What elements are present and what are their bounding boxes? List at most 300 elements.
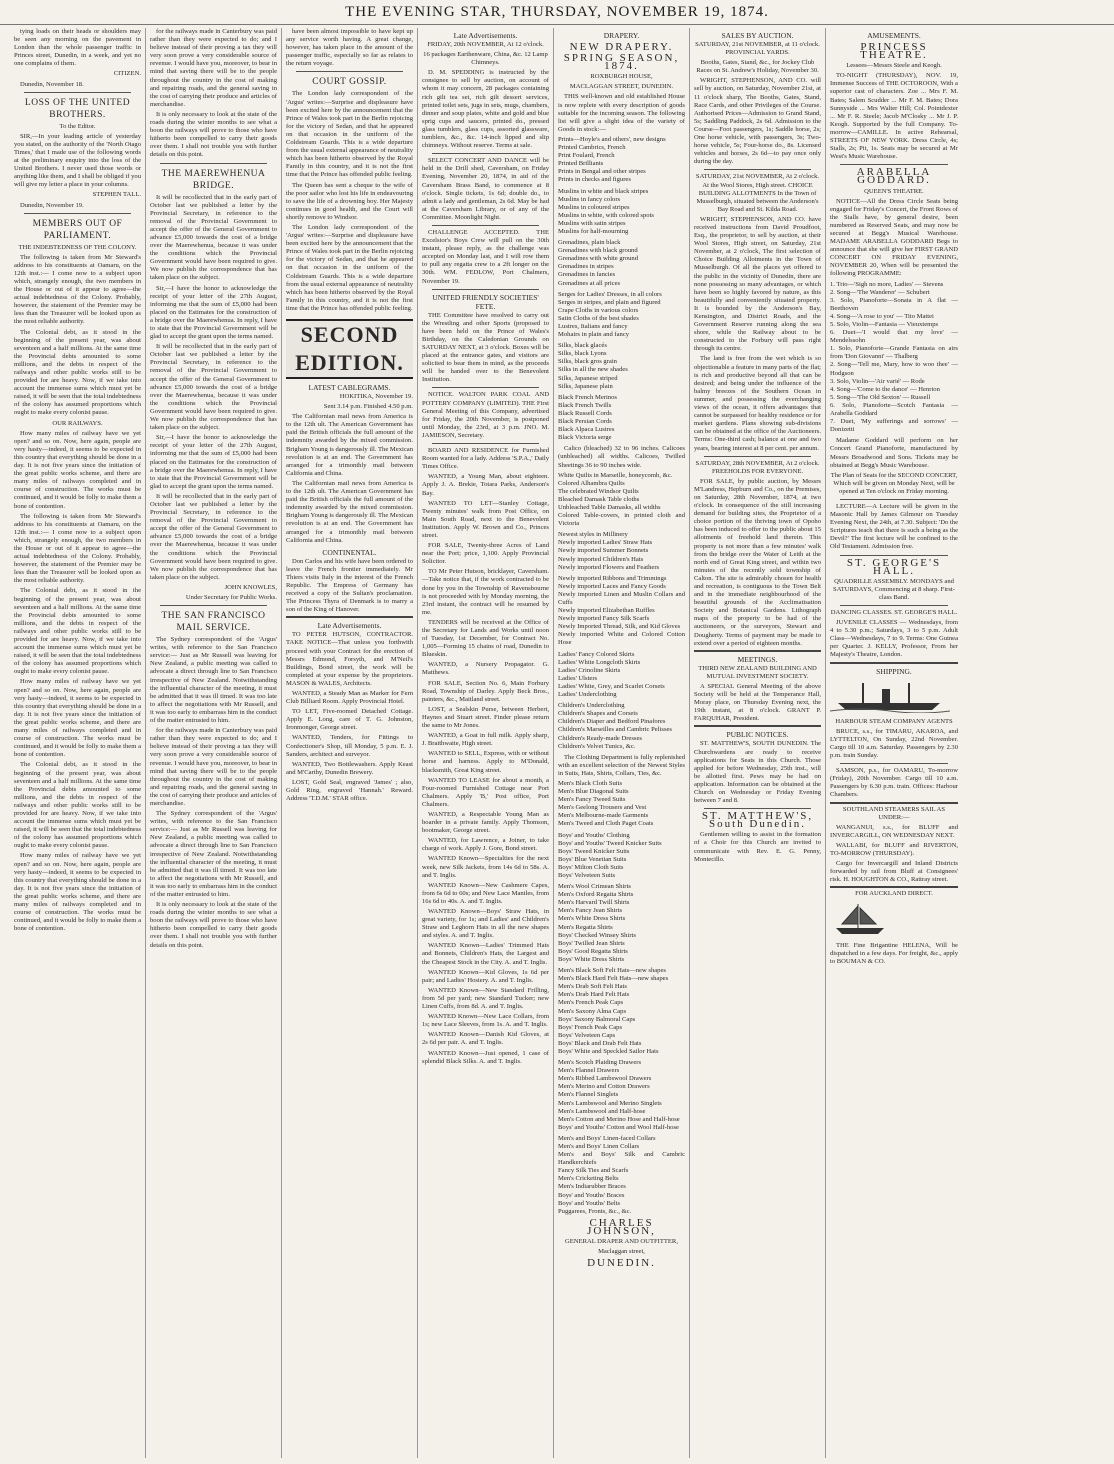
letter-intro: tying loads on their heads or shoulders may be seen any morning on the pavement in London than the whole passenger traffic in Princes street, Dunedin, in a week, and yet no one complains of them. bbox=[14, 28, 141, 68]
list-item: Men's Melbourne-made Garments bbox=[558, 812, 649, 820]
dateline-times: Sent 3.14 p.m. Finished 4.50 p.m. bbox=[323, 403, 413, 411]
sale-body: FOR SALE, by public auction, by Messrs M'Landress, Hepburn and Co., on the Premises, on Saturday, 28th November, 1874, at two o'clock. In consequence of the still increasing demand for building sites, the Proprietor of a choice portion of the thriving town of Opoho has been induced to offer to the public about 15 allotments of freehold land therein. This property is not more than a few minutes' walk from the bridge over the Water of Leith at the north end of Great King street, and within two minutes of the recently sold township of Calton. The site is admirably chosen for health and recreation, is contiguous to the Town Belt and in the immediate neighbourhood of the beautiful grounds of the Acclimatisation Society and Botanical Gardens. Lithograph maps of the property to be had of the auctioneers, or the surveyors, Stewart and Dougherty. Terms of payment may be made to extend over a period of eighteen months. bbox=[694, 477, 821, 647]
classified-ad: WANTED Known—Specialties for the next week, new Silk Jackets, from 14s 6d to 58s. A. and T. Inglis. bbox=[422, 855, 549, 879]
goods-list bbox=[558, 967, 685, 1056]
concert-notice: NOTICE—All the Dress Circle Seats being engaged for Friday's Concert, the Front Rows of the Stalls have, by general desire, been numbered as Reserved Seats, and may now be secured at Begg's Musical Warehouse. MADAME ARABELLA GODDARD Begs to announce that she will give her FIRST GRAND CONCERT ON FRIDAY EVENING, NOVEMBER 20, When will be presented the following PROGRAMME: bbox=[830, 197, 958, 278]
classified-ad: NOTICE. WALTON PARK COAL AND POTTERY COMPANY (LIMITED). THE First General Meeting of this Company, advertised for Friday, the 20th November, is postponed until Monday, the 23rd, at 3 p.m. JNO. M. JAMIESON, Secretary. bbox=[422, 391, 549, 439]
list-item: Men's Lambswool and Merino Singlets bbox=[558, 1099, 662, 1107]
list-item: Colored Alhambra Quilts bbox=[558, 479, 625, 487]
classified-ad: WANTED Known—Just opened, 1 case of splendid Black Silks. A. and T. Inglis. bbox=[422, 1049, 549, 1065]
list-item: Silks, Japanese striped bbox=[558, 374, 618, 382]
list-item: Newest styles in Millinery bbox=[558, 531, 628, 539]
list-item: Boys' and Youths' Tweed Knicker Suits bbox=[558, 839, 662, 847]
list-item: 7. Duet, 'My sufferings and sorrows' — Donizetti bbox=[830, 418, 958, 434]
classified-ad: WANTED, a Goat in full milk. Apply sharp, J. Braithwaite, High street. bbox=[422, 732, 549, 748]
meeting-body: A SPECIAL General Meeting of the above Society will be held at the Temperance Hall, Moray place, on Thursday Evening next, the 19th instant, at 8 o'clock. GRANT P. FARQUHAR, President. bbox=[694, 682, 821, 723]
article-body: The Californian mail news from America is to the 12th ult. The American Government has paid the British officials the full amount of the indemnity awarded by the mixed commission. Brigham Young is dangerously ill. The Mexican revolution is at an end. The Government has arranged for a trimonthly mail between California and China. bbox=[286, 479, 413, 544]
sale-body: WRIGHT, STEPHENSON, AND CO. will sell by auction, on Saturday, November 21st, at 11 o'clock sharp, The Booths, Gates, Stand, Race Cards, and other Privileges of the Course. Authorised Prices—Admission to Grand Stand, 5s; Saddling Paddock, 2s 6d. Admission to the Course—Foot passengers, 1s; Saddle horse, 2s; One horse vehicle, with passengers, 3s; Two-horse vehicle, 5s; Four-horse do., 8s. Licensed vehicles and horses, 2s 6d—to pay once only during the day. bbox=[694, 77, 821, 166]
theatre-name: PRINCESS THEATRE. bbox=[860, 41, 928, 62]
list-item: Men's Black Hard Felt Hats—new shapes bbox=[558, 975, 669, 983]
list-item: Boys' Velveteen Caps bbox=[558, 1031, 616, 1039]
classified-ad: LOST, Gold Seal, engraved 'James' ; also, Gold Ring, engraved 'Hannah.' Reward. Address 'T.D.M.' STAR office. bbox=[286, 778, 413, 803]
list-item: Children's Velvet Tunics, &c. bbox=[558, 742, 636, 750]
article-body: The London lady correspondent of the 'Argus' writes:—Surprise and displeasure have been excited here by the announcement that the Prince of Wales took part in the Berlin rejoicing for the victory of Sedan, and that he appeared on that occasion in the uniform of the Coldstream Guards. This is a wide departure from the usual external appearance of neutrality which has been hitherto observed by the Royal Family in this country, and it is not the first time that the Prince has offended public feeling. bbox=[286, 223, 413, 312]
lecture-notice: LECTURE—A Lecture will be given in the Masonic Hall by James Gilmour on Tuesday Evening Next, the 24th, at 7.30. Subject: 'Do the Scriptures teach that there is such a being as the Devil?' The first lecture will be confined to the Old Testament. Admission free. bbox=[830, 502, 958, 551]
classified-ad: CHALLENGE ACCEPTED. THE Excelsior's Boys Crew will pull on the 30th instant, please reply, as the challenge was accepted on Monday last, and I will row them to pull any regatta crew to a 2ft longer on the 30th. WM. FEDLOW, Port Chalmers, November 19. bbox=[422, 228, 549, 285]
divider bbox=[286, 616, 413, 618]
steamship-icon bbox=[830, 679, 950, 713]
list-item: Newly imported Flowers and Feathers bbox=[558, 563, 660, 571]
dancing-title: DANCING CLASSES. ST. GEORGE'S HALL. bbox=[830, 609, 958, 616]
goods-list bbox=[558, 1135, 685, 1216]
goods-list bbox=[558, 1059, 685, 1132]
headline-court-gossip: COURT GOSSIP. bbox=[312, 77, 387, 88]
divider bbox=[830, 886, 958, 888]
list-item: Black Alpaca Lustres bbox=[558, 426, 615, 434]
headline-new-drapery: NEW DRAPERY. bbox=[569, 41, 674, 53]
column-7 bbox=[826, 28, 962, 1458]
list-item: Mohairs in plain and fancy bbox=[558, 331, 630, 339]
divider bbox=[432, 225, 539, 226]
sale-items: 16 packages Earthenware, China, &c. 12 Lamp Chimneys. bbox=[423, 51, 548, 67]
section-header-amusements: AMUSEMENTS. bbox=[867, 31, 921, 40]
list-item: Muslins in fancy colors bbox=[558, 195, 621, 203]
list-item: Children's Underclothing bbox=[558, 702, 625, 710]
list-item: Newly imported Linen and Muslin Collars and Cuffs bbox=[558, 590, 685, 606]
advertiser-title: GENERAL DRAPER AND OUTFITTER, bbox=[565, 1238, 678, 1246]
divider bbox=[830, 662, 958, 664]
goods-calico: Calico (bleached) 32 to 96 inches. Calicoes (unbleached) all widths. Calicoes, Twilled Sheetings 36 to 90 inches wide. bbox=[558, 445, 685, 469]
column-3 bbox=[282, 28, 418, 1458]
sale-header: SATURDAY, 28th NOVEMBER, At 2 o'clock. FREEHOLDS FOR EVERYONE. bbox=[695, 459, 820, 475]
list-item: Men's Black Cloth Suits bbox=[558, 779, 623, 787]
list-item: Men's Saxony Alma Caps bbox=[558, 1007, 627, 1015]
subhead-indebtedness: THE INDEBTEDNESS OF THE COLONY. bbox=[18, 243, 137, 251]
list-item: Men's and Boys' Linen-faced Collars bbox=[558, 1134, 656, 1142]
list-item: Boys' Blue Venetian Suits bbox=[558, 855, 627, 863]
dateline: HOKITIKA, November 19. bbox=[339, 393, 413, 400]
list-item: Newly imported Ribbons and Trimmings bbox=[558, 574, 667, 582]
article-body: The London lady correspondent of the 'Argus' writes:—Surprise and displeasure have been excited here by the announcement that the Prince of Wales took part in the Berlin rejoicing for the victory of Sedan, and that he appeared on that occasion in the uniform of the Coldstream Guards. This is a wide departure from the usual external appearance of neutrality which has been hitherto observed by the Royal Family in this country, and it is not the first time that the Prince has offended public feeling. bbox=[286, 90, 413, 179]
list-item: Men's Ribbed Lambswool Drawers bbox=[558, 1075, 652, 1083]
classified-ad: WANTED Known—New Cashmere Capes, from 6s 6d to 60s; and New Lace Mantles, from 16s 6d to 40s. A. and T. Inglis. bbox=[422, 881, 549, 905]
article-body: The Sydney correspondent of the 'Argus' writes, with reference to the San Francisco service:— Just as Mr Russell was leaving for New Zealand, a public meeting was called to advocate a direct through line to San Francisco irrespective of New Zealand. Notwithstanding the influential character of the meeting, it must be admitted that it was ill timed. It was too late to affect the negotiations with Mr Russell, and it was too early to embarrass him in the conduct of the matter entrusted to him. bbox=[150, 636, 277, 725]
list-item: Ladies' Crinoline Skirts bbox=[558, 666, 621, 674]
list-item: Satin Cloths of the best shades bbox=[558, 314, 639, 322]
classified-ad: SELECT CONCERT AND DANCE will be held in the Drill shed, Caversham, on Friday Evening, November 20, 1874, in aid of the Caversham Brass Band, to commence at 8 o'clock. Single tickets, 1s 6d; double do., to admit a lady and gentleman, 2s 6d. May be had at the Caversham Library, or of any of the Committee. Moonlight Night. bbox=[422, 157, 549, 221]
classified-ad: WANTED Known—Boys' Straw Hats, in great variety, for 1s; and Ladies' and Children's Straw and Leghorn Hats in all the new shapes and styles. A. and T. Inglis. bbox=[422, 908, 549, 940]
list-item: Men's Lambswool and Half-hose bbox=[558, 1107, 646, 1115]
notice-title: ST. MATTHEW'S, South Dunedin. bbox=[701, 810, 814, 831]
list-item: Men's Drab Hard Felt Hats bbox=[558, 991, 630, 999]
headline-san-francisco-mail: THE SAN FRANCISCO MAIL SERVICE. bbox=[161, 611, 266, 634]
goods-list bbox=[558, 342, 685, 391]
classified-ad: WANTED to SELL, Express, with or without horse and harness. Apply to M'Donald, blacksmith, Great King street. bbox=[422, 750, 549, 774]
section-header-public-notices: PUBLIC NOTICES. bbox=[726, 730, 789, 740]
goods-list bbox=[558, 472, 685, 529]
article-body: The Sydney correspondent of the 'Argus' writes, with reference to the San Francisco service:— Just as Mr Russell was leaving for New Zealand, a public meeting was called to advocate a direct through line to San Francisco irrespective of New Zealand. Notwithstanding the influential character of the meeting, it must be admitted that it was ill timed. It was too late to affect the negotiations with Mr Russell, and it was too early to embarrass him in the conduct of the matter entrusted to him. bbox=[150, 810, 277, 898]
list-item: Men's Cricketing Belts bbox=[558, 1175, 619, 1183]
goods-list bbox=[558, 575, 685, 648]
list-item: 2. Song—'Tell me, Mary, how to woo thee' — Hodgson bbox=[830, 361, 958, 377]
article-body: The Queen has sent a cheque to the wife of the poor sailor who lost his life in endeavouring to save the life of a drowning boy. Her Majesty continues in good health, and the Court will shortly remove to Windsor. bbox=[286, 181, 413, 221]
ad-intro: THIS well-known and old established House is now replete with every description of goods suitable for the incoming season. The following list will give a slight idea of the variety of Goods in stock:— bbox=[558, 93, 685, 133]
list-item: Men's Cotton and Merino Hose and Half-hose bbox=[558, 1115, 680, 1123]
list-item: The celebrated Windsor Quilts bbox=[558, 487, 639, 495]
divider bbox=[694, 650, 821, 652]
list-item: Boys' and Youths' Cotton and Wool Half-hose bbox=[558, 1123, 679, 1131]
subhead-to-editor: To the Editor. bbox=[59, 122, 96, 130]
list-item: Men's Fancy Jean Shirts bbox=[558, 907, 623, 915]
list-item: 5. Solo, Violin—Fantasia — Vieuxtemps bbox=[830, 321, 939, 328]
newspaper-masthead: THE EVENING STAR, THURSDAY, NOVEMBER 19, 1874. bbox=[0, 0, 1114, 25]
article-body: The Colonial debt, as it stood in the beginning of the present year, was about seventeen and a half millions. At the same time the Provincial debts amounted to some millions, and the debts in respect of the railways and other public works still to be provided for are heavy. Now, if we take into account the immense sums which must yet be raised, it will be seen that the total indebtedness of the colony has assumed proportions which ought to make every colonist pause. bbox=[14, 328, 141, 417]
list-item: Grenadines with white ground bbox=[558, 255, 639, 263]
goods-list bbox=[558, 883, 685, 964]
classified-ad: WANTED Known—Kid Gloves, 1s 6d per pair; and Ladies' Hosiery. A. and T. Inglis. bbox=[422, 968, 549, 984]
article-body: It is only necessary to look at the state of the roads during the winter months to see what a boon the railways will prove to those who have hitherto been compelled to carry their goods over them. I shall not trouble you with further details on this point. bbox=[150, 110, 277, 159]
article-body: How many miles of railway have we yet open? and so on. Now, here again, people are very hasty—indeed, it seems to be expected in this country that everything should be done in a day. It is not five years since the initiation of the great public works scheme, and there are many miles of railways completed and in course of construction. The works must be continued, and it would be folly to make them a bone of contention. bbox=[14, 678, 141, 759]
letter-signature: CITIZEN. bbox=[113, 70, 141, 78]
list-item: Grenadines, plain black bbox=[558, 239, 621, 247]
divider bbox=[840, 605, 948, 606]
shipping-agent: HARBOUR STEAM COMPANY AGENTS bbox=[835, 717, 953, 725]
list-item: Printed Cambrics, French bbox=[558, 144, 626, 152]
sailing-header: FOR AUCKLAND DIRECT. bbox=[855, 890, 933, 898]
list-item: Men's Drab Soft Felt Hats bbox=[558, 983, 627, 991]
divider bbox=[704, 169, 811, 170]
divider bbox=[24, 213, 131, 214]
sailing-notice: WALLABI, for BLUFF and RIVERTON, TO-MORROW (THURSDAY). bbox=[830, 841, 958, 857]
list-item: Men's Black Soft Felt Hats—new shapes bbox=[558, 967, 666, 975]
goods-list bbox=[558, 394, 685, 443]
classified-ad: D. M. SPEDDING is instructed by the consignee to sell by auction, on account of whom it may concern, 28 packages containing rich gilt tea set, rich gilt dessert services, printed toilet sets, jugs in sets, mugs, chambers, dinner and soup plates, white and gold and blue sprig cups and saucers, printed do., pressed glass tumblers, glass cups, assorted glassware, tumblers, &c., &c. 14-inch lipped and slip chimneys. Without reserve. Terms at sale. bbox=[422, 69, 549, 150]
divider bbox=[432, 387, 539, 388]
list-item: Grenadines in stripes bbox=[558, 263, 614, 271]
classified-ad: TO PETER HUTSON, CONTRACTOR. TAKE NOTICE—That unless you forthwith proceed with your Contract for the erection of Messrs Edmond, Forsyth, and M'Neil's Buildings, Bond street, the work will be completed at your expense by the proprietors. MASON & WALES, Architects. bbox=[286, 631, 413, 687]
list-item: Printed Brilliants bbox=[558, 160, 604, 168]
list-item: Newly imported Laces and Fancy Goods bbox=[558, 582, 666, 590]
letter-date: Dunedin, November 19. bbox=[20, 201, 84, 209]
list-item: Lustres, Italians and fancy bbox=[558, 323, 628, 330]
letter-signature: JOHN KNOWLES, bbox=[224, 583, 277, 591]
list-item: Grenadines with black ground bbox=[558, 247, 638, 255]
classified-ad: WANTED, Tenders, for Fittings to Confectioner's Shop, till Monday, 5 p.m. E. J. Sanders, architect and surveyor. bbox=[286, 734, 413, 758]
list-item: Men's Geelong Trousers and Vest bbox=[558, 804, 647, 812]
column-1 bbox=[10, 28, 146, 1458]
classified-ad: WANTED, a Respectable Young Man as boarder in a private family. Apply Thomson, bootmaker, George street. bbox=[422, 810, 549, 835]
subhead-railways: OUR RAILWAYS. bbox=[52, 419, 103, 427]
list-item: Muslins in coloured stripes bbox=[558, 203, 630, 211]
classified-ad: WANTED Known—Danish Kid Gloves, at 2s 6d per pair. A. and T. Inglis. bbox=[422, 1031, 549, 1047]
list-item: Boys' Good Regatta Shirts bbox=[558, 947, 628, 955]
list-item: Prints in Bengal and other stripes bbox=[558, 168, 646, 176]
divider bbox=[704, 456, 811, 457]
divider bbox=[840, 499, 948, 500]
list-item: Black French Merinos bbox=[558, 393, 617, 401]
list-item: Black Russell Cords bbox=[558, 409, 612, 417]
list-item: Newly imported White and Colored Cotton Hose bbox=[558, 631, 685, 647]
column-5 bbox=[554, 28, 690, 1458]
page-columns bbox=[10, 28, 1104, 1458]
sale-header: SATURDAY, 21st NOVEMBER, at 11 o'clock. PROVINCIAL YARDS. bbox=[695, 41, 820, 57]
letter-signature-title: Under Secretary for Public Works. bbox=[185, 594, 277, 601]
list-item: Men's Flannel Singlets bbox=[558, 1091, 619, 1099]
list-item: Ladies' White Longcloth Skirts bbox=[558, 658, 641, 666]
divider bbox=[704, 808, 811, 809]
goods-list bbox=[558, 291, 685, 340]
theatre-bill: TO-NIGHT (THURSDAY), NOV. 19, Immense Success of THE OCTOROON, With a superior cast of characters. Zoe ... Mrs F. M. Bates; Salem Scudder ... Mr F. M. Bates; Dora Sunnyside ... Mrs Walter Hill; Col. Pointdexter ... Mr F. R. Steele; Jacob M'Closky ... Mr J. P. Keogh. Supported by the full Company. To-morrow—CAMILLE. In active Rehearsal, STREETS OF NEW YORK. Dress Circle, 4s; Stalls, 2s; Pit, 1s. Seats may be secured at Mr West's Music Warehouse. bbox=[830, 72, 958, 161]
list-item: Silks, black Lyons bbox=[558, 350, 607, 358]
list-item: Fancy Silk Ties and Scarfs bbox=[558, 1167, 629, 1175]
theatre-lessees: Lessees—Messrs Steele and Keogh. bbox=[846, 62, 942, 70]
list-item: Silks, Japanese plain bbox=[558, 382, 613, 390]
list-item: Children's Marseilles and Cambric Pelisses bbox=[558, 726, 672, 734]
performer-name: ARABELLA GODDARD. bbox=[856, 166, 932, 187]
headline-members-out-of-parliament: MEMBERS OUT OF PARLIAMENT. bbox=[32, 218, 123, 241]
divider bbox=[160, 605, 267, 606]
list-item: 1. Trio—'Sigh no more, Ladies' — Stevens bbox=[830, 280, 944, 288]
article-body: It will be recollected that in the early part of October last we published a letter by the Provincial Secretary, in reference to the removal of the Provincial Government to accept the offer of the General Government to advance £5,000 towards the cost of a bridge over the Maerewhenua, because it was under the conditions which the Provincial Government would have been required to give. We now publish the correspondence that has taken place on the subject. bbox=[150, 193, 277, 282]
article-body: for the railways made in Canterbury was paid rather than they were expected to do; and I believe instead of their proving a tax they will very soon prove a very considerable source of revenue. I would have you, moreover, to bear in mind that saving there will be to the people throughout the country in the cost of making and repairing roads, and the general saving in the cost of carrying their produce and articles of merchandise. bbox=[150, 28, 277, 108]
classified-ad: WANTED Known—New Standard Frilling, from 5d per yard; new Standard Tucker; new Linen Cuffs, from 8d. A. and T. Inglis. bbox=[422, 986, 549, 1011]
divider bbox=[296, 71, 403, 72]
hall-notice: QUADRILLE ASSEMBLY. MONDAYS and SATURDAYS, Commencing at 8 sharp. First-class Band. bbox=[833, 577, 955, 601]
sailing-notice: SAMSON, p.s., for OAMARU, To-morrow (Friday), 20th November. Cargo till 10 a.m. Passengers by 6.30 p.m. train. Offices: Harbour Chambers. bbox=[830, 767, 958, 799]
notice-body: Gentlemen willing to assist in the formation of a Choir for this Church are invited to communicate with Rev. E. G. Penny, Montecillo. bbox=[694, 831, 821, 863]
headline-friendly-societies: UNITED FRIENDLY SOCIETIES' FETE. bbox=[432, 292, 539, 311]
list-item: Newly imported Children's Hats bbox=[558, 555, 644, 563]
article-body: It will be recollected that in the early part of October last we published a letter by the Provincial Secretary, in reference to the removal of the Provincial Government to accept the offer of the General Government to advance £5,000 towards the cost of a bridge over the Maerewhenua, because it was under the conditions which the Provincial Government would have been required to give. We now publish the correspondence that has taken place on the subject. bbox=[150, 343, 277, 432]
list-item: Serges in stripes, and plain and figured bbox=[558, 298, 661, 306]
classified-ad: THE Committee have resolved to carry out the Wrestling and other Sports (proposed to have been held on the Prince of Wales's Birthday, on the Caledonian Grounds on SATURDAY NEXT, at 3 o'clock. Boxes will be placed at the entrance gates, and visitors are solicited to bear them in mind, as the proceeds will be handed over to the Benevolent Institution. bbox=[422, 311, 549, 384]
section-header-drapery: DRAPERY. bbox=[603, 31, 640, 40]
list-item: Men's and Boys' Silk and Cambric Handkerchiefs bbox=[558, 1151, 685, 1167]
dancing-notice: JUVENILE CLASSES — Wednesdays, from 4 to 5.30 p.m.; Saturdays, 3 to 5 p.m. Adult Class—Wednesdays, 7 to 9. Terms: One Guinea per Quarter. J. KELLY, Professor, From her Majesty's Theatre, London. bbox=[830, 619, 958, 659]
list-item: Muslins in white, with colored spots bbox=[558, 211, 654, 219]
list-item: Grenadines at all prices bbox=[558, 279, 621, 287]
sale-body: WRIGHT, STEPHENSON, AND CO. have received instructions from David Proudfoot, Esq., the proprietor, to sell by auction, at their Wool Stores, High street, on Saturday, 21st November, at 2 o'clock, The first selection of Choice Building Allotments in the Town of Musselburgh. Of all the places yet offered to the public in the vicinity of Dunedin, there are none possessing so many advantages, or which have been so highly favored by nature, as this beautifully and conveniently situated property. It is bounded by the Anderson's Bay, Kensington, and District Roads, and the Government Reserve running along the sea shore, while the Railway about to be constructed to the Forbury will pass right through its centre. bbox=[694, 215, 821, 353]
divider bbox=[432, 289, 539, 290]
list-item: Serges for Ladies' Dresses, in all colors bbox=[558, 290, 662, 298]
meeting-title: THIRD NEW ZEALAND BUILDING AND MUTUAL INVESTMENT SOCIETY. bbox=[698, 664, 817, 680]
section-header-meetings: MEETINGS. bbox=[737, 654, 778, 664]
divider bbox=[830, 802, 958, 804]
column-2 bbox=[146, 28, 282, 1458]
list-item: Children's Diaper and Bedford Pinafores bbox=[558, 718, 666, 726]
list-item: Boys' and Youths' Belts bbox=[558, 1199, 621, 1207]
column-6 bbox=[690, 28, 826, 1458]
headline-continental: CONTINENTAL. bbox=[322, 547, 377, 557]
list-item: Children's Shapes and Corsets bbox=[558, 710, 638, 718]
list-item: Print Foulard, French bbox=[558, 152, 615, 160]
list-item: Men's Oxford Regatta Shirts bbox=[558, 891, 634, 899]
list-item: Newly imported Ladies' Straw Hats bbox=[558, 539, 653, 547]
list-item: Men's Tweed and Cloth Paget Coats bbox=[558, 820, 654, 828]
concert-notice: Madame Goddard will perform on her Concert Grand Pianoforte, manufactured by Messrs Broadwood and Sons. Tickets may be obtained at Begg's Music Warehouse. bbox=[830, 437, 958, 469]
headline-latest-cablegrams: LATEST CABLEGRAMS. bbox=[308, 383, 391, 392]
goods-list bbox=[558, 780, 685, 829]
goods-list bbox=[558, 136, 685, 185]
advertiser-name: CHARLES JOHNSON, bbox=[587, 1216, 656, 1237]
list-item: Newly imported Elizabethan Ruffles bbox=[558, 607, 655, 615]
headline-spring-season: SPRING SEASON, 1874. bbox=[563, 52, 680, 73]
divider bbox=[160, 163, 267, 164]
goods-list bbox=[558, 832, 685, 881]
classified-ad: WANTED TO LEASE for about a month, a Four-roomed Furnished Cottage near Port Chalmers. Apply 'B,' Post office, Port Chalmers. bbox=[422, 776, 549, 808]
classified-ad: WANTED, a Young Man, about eighteen. Apply J. A. Brekie, Totara Parks, Anderson's Bay. bbox=[422, 473, 549, 497]
list-item: Silks in all the new shades bbox=[558, 366, 628, 374]
sailing-notice: WANGANUI, s.s., for BLUFF and INVERCARGILL, ON WEDNESDAY NEXT. bbox=[830, 823, 958, 839]
list-item: Men's Regatta Shirts bbox=[558, 923, 613, 931]
list-item: Muslins in white and black stripes bbox=[558, 187, 649, 195]
divider bbox=[840, 763, 948, 764]
list-item: Boys' Black and Drab Felt Hats bbox=[558, 1039, 642, 1047]
article-body: Sir,—I have the honor to acknowledge the receipt of your letter of the 27th August, informing me that the sum of £5,000 had been placed on the Estimates for the construction of a bridge over the Maerewhenua. In reply, I have to state that the Provincial Government will be glad to accept the grant upon the terms named. bbox=[150, 284, 277, 341]
list-item: Colored Table-covers, in printed cloth and Victoria bbox=[558, 512, 685, 528]
list-item: Prints in checks and figures bbox=[558, 176, 631, 184]
classified-ad: WANTED, Two Bottlewashers. Apply Keast and M'Carthy, Dunedin Brewery. bbox=[286, 760, 413, 776]
list-item: Ladies' Ulsters bbox=[558, 674, 598, 682]
list-item: Men's White Dress Shirts bbox=[558, 915, 626, 923]
list-item: Black French Twills bbox=[558, 401, 612, 409]
list-item: 3. Solo, Violin—'Air varié' — Rode bbox=[830, 377, 925, 385]
goods-list bbox=[558, 651, 685, 700]
sale-header: SATURDAY, 21st NOVEMBER, At 2 o'clock. At the Wool Stores, High street. CHOICE BUILDING ALLOTMENTS In the Town of Musselburgh, situated between the Anderson's Bay Road and St. Kilda Road. bbox=[695, 173, 820, 213]
classified-ad: TENDERS will be received at the Office of the Secretary for Lands and Works until noon of Tuesday, 1st December, for Contract No. 1,005—Forming 15 chains of road, Dunedin to Blueskin. bbox=[422, 618, 549, 659]
classified-ad: WANTED, for Lawrence, a Joiner, to take charge of work. Apply J. Gore, Bond street. bbox=[422, 837, 549, 853]
list-item: Men's Scotch Plaiding Drawers bbox=[558, 1059, 642, 1067]
concert-plan: The Plan of Seats for the SECOND CONCERT, Which will be given on Monday Next, will be opened at Ten o'clock on Friday morning. bbox=[830, 471, 958, 495]
list-item: Ladies' Underclothing bbox=[558, 691, 617, 699]
list-item: Grenadines in fancies bbox=[558, 271, 616, 279]
list-item: Men's Fancy Tweed Suits bbox=[558, 796, 626, 804]
list-item: Boys' White and Speckled Sailor Hats bbox=[558, 1047, 659, 1055]
sailing-notice: THE Fine Brigantine HELENA, Will be dispatched in a few days. For freight, &c., apply to BOUMAN & CO. bbox=[830, 941, 958, 965]
list-item: Men's French Peak Caps bbox=[558, 999, 624, 1007]
article-body: The Colonial debt, as it stood in the beginning of the present year, was about seventeen and a half millions. At the same time the Provincial debts amounted to some millions, and the debts in respect of the railways and other public works still to be provided for are heavy. Now, if we take into account the immense sums which must yet be raised, it will be seen that the total indebtedness of the colony has assumed proportions which ought to make every colonist pause. bbox=[14, 587, 141, 676]
article-body: have been almost impossible to have kept up any service worth having. A great change, however, has taken place in the amount of the passenger traffic, especially so far as relates to the return voyage. bbox=[286, 28, 413, 68]
list-item: Unbleached Table Damasks, all widths bbox=[558, 503, 661, 511]
article-body: It is only necessary to look at the state of the roads during the winter months to see what a boon the railways will prove to those who have hitherto been compelled to carry their goods over them. I shall not trouble you with further details on this point. bbox=[150, 901, 277, 949]
store-address: MACLAGGAN STREET, DUNEDIN. bbox=[569, 83, 674, 91]
divider bbox=[840, 164, 948, 165]
article-body: The following is taken from Mr Steward's address to his constituents at Oamaru, on the 12th inst.:— I come now to a subject upon which, strangely enough, the two members in the House or out of it appear to agree—the actual indebtedness of the Colony. Probably, however, the statement of the Premier may be less than the Treasurer will be looked upon as the most reliable authority. bbox=[14, 253, 141, 326]
article-body: How many miles of railway have we yet open? and so on. Now, here again, people are very hasty—indeed, it seems to be expected in this country that everything should be done in a day. It is not five years since the initiation of the great public works scheme, and there are many miles of railways completed and in course of construction. The works must be continued, and it would be folly to make them a bone of contention. bbox=[14, 429, 141, 510]
divider bbox=[24, 92, 131, 93]
classified-ad: WANTED TO LET—Stanley Cottage, Twenty minutes' walk from Post Office, on Main South Road, next to the Benevolent Institution. Apply W. Brown and Co., Princes street. bbox=[422, 499, 549, 539]
sale-header: FRIDAY, 20th NOVEMBER, At 12 o'clock. bbox=[427, 41, 544, 48]
classified-ad: TO LET, Five-roomed Detached Cottage. Apply E. Long, care of T. G. Johnston, Ironmonger, George street. bbox=[286, 708, 413, 732]
list-item: Silks, black gros grain bbox=[558, 358, 617, 366]
classified-ad: BOARD AND RESIDENCE for Furnished Room wanted for a lady. Address 'S.P.A.,' Daily Times Office. bbox=[422, 447, 549, 471]
article-body: The Colonial debt, as it stood in the beginning of the present year, was about seventeen and a half millions. At the same time the Provincial debts amounted to some millions, and the debts in respect of the railways and other public works still to be provided for are heavy. Now, if we take into account the immense sums which must yet be raised, it will be seen that the total indebtedness of the colony has assumed proportions which ought to make every colonist pause. bbox=[14, 761, 141, 850]
list-item: Puggarees, Fronts, &c., &c. bbox=[558, 1207, 632, 1215]
divider bbox=[432, 443, 539, 444]
list-item: White Quilts in Marseille, honeycomb, &c. bbox=[558, 471, 673, 479]
classified-ad: WANTED, a Nursery Propagator. G. Matthews. bbox=[422, 661, 549, 677]
divider bbox=[432, 153, 539, 154]
letter-signature: STEPHEN TALL. bbox=[92, 191, 141, 199]
goods-list bbox=[558, 702, 685, 751]
list-item: 1. Solo, Pianoforte—Grande Fantasia on airs from 'Don Giovanni' — Thalberg bbox=[830, 345, 958, 361]
letter-date: Dunedin, November 18. bbox=[20, 80, 84, 88]
list-item: Ladies' White, Grey, and Scarlet Corsets bbox=[558, 682, 665, 690]
list-item: Newly imported Fancy Silk Scarfs bbox=[558, 615, 650, 623]
list-item: 6. Solo, Pianoforte—Scotch Fantasia — Arabella Goddard bbox=[830, 401, 958, 418]
list-item: Black Victoria serge bbox=[558, 434, 612, 442]
list-item: Boys' and Youths' Clothing bbox=[558, 831, 630, 839]
sailing-ship-icon bbox=[830, 902, 890, 936]
list-item: Men's Wool Crimean Shirts bbox=[558, 883, 631, 891]
list-item: Boys' Tweed Knicker Suits bbox=[558, 847, 630, 855]
classified-ad: FOR SALE, Section No. 6, Main Forbury Road, Township of Darley. Apply Beck Bros., painters, &c., Maitland street. bbox=[422, 679, 549, 703]
list-item: Bleached Damask Table cloths bbox=[558, 495, 640, 503]
list-item: Newly Imported Thread, Silk, and Kid Gloves bbox=[558, 623, 681, 631]
article-body: SIR,—In your leading article of yesterday you stated, on the authority of the 'North Otago Times,' that I made use of the following words at the preliminary enquiry into the loss of the United Brothers. I never used those words or anything like them, and I shall be obliged if you will give my letter a place in your columns. bbox=[14, 132, 141, 189]
classified-ad: TO Mr Peter Hutson, bricklayer, Caversham.—Take notice that, if the work contracted to be done by you in the Township of Ravensbourne is not proceeded with by Monday morning, the 23rd instant, the contract will be resumed by me. bbox=[422, 568, 549, 616]
list-item: 3. Solo, Pianoforte—Sonata in A flat — Beethoven bbox=[830, 296, 958, 312]
list-item: Men's Blue Diagonal Suits bbox=[558, 788, 629, 796]
list-item: Men's Indiarubber Braces bbox=[558, 1183, 626, 1191]
article-body: for the railways made in Canterbury was paid rather than they were expected to do; and I believe instead of their proving a tax they will very soon prove a very considerable source of revenue. I would have you, moreover, to bear in mind that saving there will be to the people throughout the country in the cost of making and repairing roads, and the general saving in the cost of carrying their produce and articles of merchandise. bbox=[150, 727, 277, 807]
article-body: The Californian mail news from America is to the 12th ult. The American Government has paid the British officials the full amount of the indemnity awarded by the mixed commission. Brigham Young is dangerously ill. The Mexican revolution is at an end. The Government has arranged for a trimonthly mail between California and China. bbox=[286, 413, 413, 477]
list-item: Silks, black glacés bbox=[558, 342, 607, 350]
venue-name: QUEEN'S THEATRE. bbox=[864, 187, 924, 195]
list-item: 4. Song—'A rose to you' — Tito Mattei bbox=[830, 312, 934, 320]
section-header-shipping: SHIPPING. bbox=[876, 666, 912, 676]
goods-list bbox=[558, 531, 685, 571]
list-item: 4. Song—'Come to the dance' — Henrion bbox=[830, 385, 940, 393]
headline-united-brothers: LOSS OF THE UNITED BROTHERS. bbox=[24, 97, 131, 120]
list-item: Black Persian Cords bbox=[558, 418, 612, 426]
headline-late-advertisements: Late Advertisements. bbox=[453, 31, 518, 40]
list-item: Men's and Boys' Linen Collars bbox=[558, 1143, 640, 1150]
list-item: Prints—Hoyle's and others', new designs bbox=[558, 135, 666, 143]
sailing-notice: BRUCE, s.s., for TIMARU, AKAROA, and LYTTELTON, On Sunday, 22nd November. Cargo till 10 a.m. Saturday. Passengers by 2.30 p.m. train Sunday. bbox=[830, 727, 958, 760]
advertiser-street: Maclaggan street, bbox=[598, 1248, 645, 1256]
sale-body: The land is free from the wet which is so objectionable a feature in many parts of the flat; is rich and productive beyond all that can be desired; and being under the influence of the balmy breezes of the Southern Ocean in summer, and possessing the everchanging views of the ocean, it offers advantages that cannot be surpassed for healthy residence or for market gardens. Plans showing sub-divisions can be obtained at the office of the Auctioneers. Terms: One-third cash; balance at one and two years, bearing interest at 8 per cent. per annum. bbox=[694, 355, 821, 452]
classified-ad: LOST, a Sealskin Purse, between Herbert, Haynes and Stuart street. Finder please return the same to Mr Jones. bbox=[422, 705, 549, 730]
advertiser-city: DUNEDIN. bbox=[587, 1257, 656, 1270]
divider bbox=[840, 555, 948, 556]
list-item: Ladies' Fancy Colored Skirts bbox=[558, 650, 635, 658]
article-body: How many miles of railway have we yet open? and so on. Now, here again, people are very hasty—indeed, it seems to be expected in this country that everything should be done in a day. It is not five years since the initiation of the great public works scheme, and there are many miles of railways completed and in course of construction. The works must be continued, and it would be folly to make them a bone of contention. bbox=[14, 852, 141, 933]
sale-subheader: Booths, Gates, Stand, &c., for Jockey Club Races on St. Andrew's Holiday, November 30. bbox=[696, 59, 819, 75]
list-item: Boys' Twilled Jean Shirts bbox=[558, 939, 625, 947]
article-body: The following is taken from Mr Steward's address to his constituents at Oamaru, on the 12th inst.:— I come now to a subject upon which, strangely enough, the two members in the House or out of it appear to agree—the actual indebtedness of the Colony. Probably, however, the statement of the Premier may be less than the Treasurer will be looked upon as the most reliable authority. bbox=[14, 512, 141, 585]
list-item: Boys' White Dress Shirts bbox=[558, 955, 625, 963]
headline-late-advertisements: Late Advertisements. bbox=[317, 621, 382, 631]
hall-name: ST. GEORGE'S HALL. bbox=[846, 556, 942, 577]
classified-ad: WANTED Known—New Lace Collars, from 1s; new Lace Sleeves, from 1s. A. and T. Inglis. bbox=[422, 1013, 549, 1029]
list-item: Boys' Velveteen Suits bbox=[558, 872, 616, 879]
store-name: ROXBURGH HOUSE, bbox=[590, 73, 653, 81]
sailing-notice: Cargo for Invercargill and Inland Districts forwarded by rail from Bluff at Consignees' risk. H. HOUGHTON & CO., Rattray street. bbox=[830, 860, 958, 884]
goods-list bbox=[558, 188, 685, 237]
classified-ad: WANTED, a Steady Man as Marker for Fern Club Billiard Room. Apply Provincial Hotel. bbox=[286, 690, 413, 706]
list-item: Newly imported Summer Bonnets bbox=[558, 547, 649, 555]
list-item: Boys' Saxony Balmoral Caps bbox=[558, 1015, 636, 1023]
list-item: Muslins with satin stripes bbox=[558, 219, 626, 227]
list-item: Men's Harvard Twill Shirts bbox=[558, 899, 630, 907]
column-4 bbox=[418, 28, 554, 1458]
list-item: Crape Cloths in various colors bbox=[558, 306, 639, 314]
headline-maerewhenua-bridge: THE MAEREWHENUA BRIDGE. bbox=[161, 168, 266, 191]
classified-ad: WANTED Known—Ladies' Trimmed Hats and Bonnets, Children's Hats, the Largest and the Cheapest Stock in the City. A. and T. Inglis. bbox=[422, 942, 549, 966]
article-body: It will be recollected that in the early part of October last we published a letter by the Provincial Secretary, in reference to the removal of the Provincial Government to accept the offer of the General Government to advance £5,000 towards the cost of a bridge over the Maerewhenua, because it was under the conditions which the Provincial Government would have been required to give. We now publish the correspondence that has taken place on the subject. bbox=[150, 492, 277, 581]
article-body: Don Carlos and his wife have been ordered to leave the French frontier immediately. Mr Thiers visits Italy in the interest of the French Republic. The Empress of Germany has received a copy of the Sultan's proclamation. The Princess Thyra of Denmark is to marry a son of the King of Hanover. bbox=[286, 557, 413, 614]
